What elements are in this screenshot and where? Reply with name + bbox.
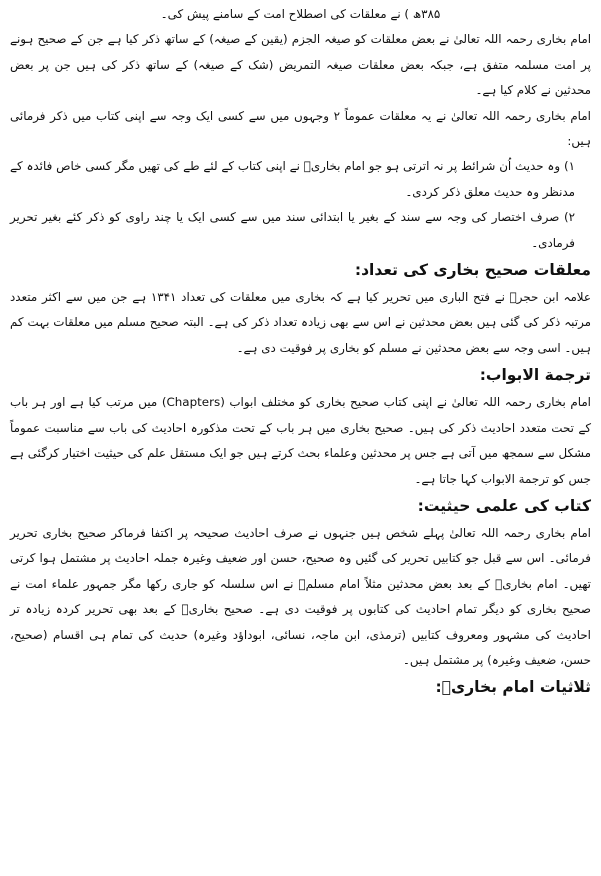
paragraph-muallaqat-origin: ۳۸۵ھ ) نے معلقات کی اصطلاح امت کے سامنے پیش کی۔ — [160, 7, 441, 21]
paragraph-two-reasons-intro: امام بخاری رحمہ اللہ تعالیٰ نے یہ معلقات عموماً ۲ وجہوں میں سے کسی ایک وجہ سے اپنی کتاب میں ذکر فرمائی ہیں: — [10, 108, 591, 149]
section-heading-thulathiyat: ثلاثیات امام بخاریؒ: — [435, 678, 591, 697]
list-item-reason-1: ۱) وہ حدیث اُن شرائط پر نہ اترتی ہو جو امام بخاریؒ نے اپنی کتاب کے لئے طے کی تھیں مگر کسی خاص فائدہ کے مدنظر وہ حدیث معلق ذکر کردی۔ — [10, 159, 575, 199]
section-heading-tarjamat-al-abwab: ترجمة الابواب: — [479, 366, 591, 385]
list-item-reason-2: ۲) صرف اختصار کی وجہ سے سند کے بغیر یا ابتدائی سند میں سے کسی ایک یا چند راوی کو ذکر کئے بغیر تحریر فرمادی۔ — [10, 210, 575, 250]
section-heading-scholarly-status: کتاب کی علمی حیثیت: — [417, 496, 591, 515]
paragraph-scholarly-status: امام بخاری رحمہ اللہ تعالیٰ پہلے شخص ہیں جنہوں نے صرف احادیث صحیحہ پر اکتفا فرماکر صحیح بخاری تحریر فرمائی۔ اس سے قبل جو کتابیں تحریر کی گئیں وہ صحیح، حسن اور ضعیف وغیرہ جملہ احادیث پر مشتمل ہوا کرتی تھیں۔ امام بخاریؒ کے بعد بعض محدثین مثلاً امام مسلمؒ نے اس سلسلہ کو جاری رکھا مگر جمہور علماء امت نے صحیح بخاری کو دیگر تمام احادیث کی کتابوں پر فوقیت دی ہے۔ صحیح بخاریؒ کے بعد بھی تحریر کردہ زیادہ تر احادیث کی مشہور ومعروف کتابیں (ترمذی، ابن ماجہ، نسائی، ابوداؤد وغیرہ) حدیث کی تمام ہی اقسام (صحیح، حسن، ضعیف وغیرہ) پر مشتمل ہیں۔ — [10, 525, 591, 667]
paragraph-jazm-tamreed: امام بخاری رحمہ اللہ تعالیٰ نے بعض معلقات کو صیغہ الجزم (یقین کے صیغہ) کے ساتھ ذکر کیا ہے جن کے صحیح ہونے پر امت مسلمہ متفق ہے، جبکہ بعض معلقات صیغہ التمریض (شک کے صیغہ) کے ساتھ ذکر کی ہیں جن پر بعض محدثین نے کلام کیا ہے۔ — [10, 32, 591, 98]
section-heading-muallaqat-count: معلقات صحیح بخاری کی تعداد: — [354, 261, 591, 280]
paragraph-muallaqat-count: علامہ ابن حجرؒ نے فتح الباری میں تحریر کیا ہے کہ بخاری میں معلقات کی تعداد ۱۳۴۱ ہے جن میں سے اکثر متعدد مرتبہ ذکر کی گئی ہیں بعض محدثین نے اس سے بھی زیادہ تعداد ذکر کی ہے۔ البتہ صحیح مسلم میں معلقات بہت کم ہیں۔ اسی وجہ سے بعض محدثین نے مسلم کو بخاری پر فوقیت دی ہے۔ — [10, 290, 592, 355]
paragraph-tarjamat-al-abwab: امام بخاری رحمہ اللہ تعالیٰ نے اپنی کتاب صحیح بخاری کو مختلف ابواب (Chapters) میں مرتب کیا ہے اور ہر باب کے تحت متعدد احادیث ذکر کی ہیں۔ صحیح بخاری میں ہر باب کے تحت مذکورہ احادیث کی باب سے مناسبت عموماً مشکل سے سمجھ میں آتی ہے جس پر محدثین وعلماء بحث کرتے ہیں جو ایک مستقل علم کی حیثیت اختیار کرگئی ہے جس کو ترجمة الابواب کہا جاتا ہے۔ — [10, 395, 591, 486]
